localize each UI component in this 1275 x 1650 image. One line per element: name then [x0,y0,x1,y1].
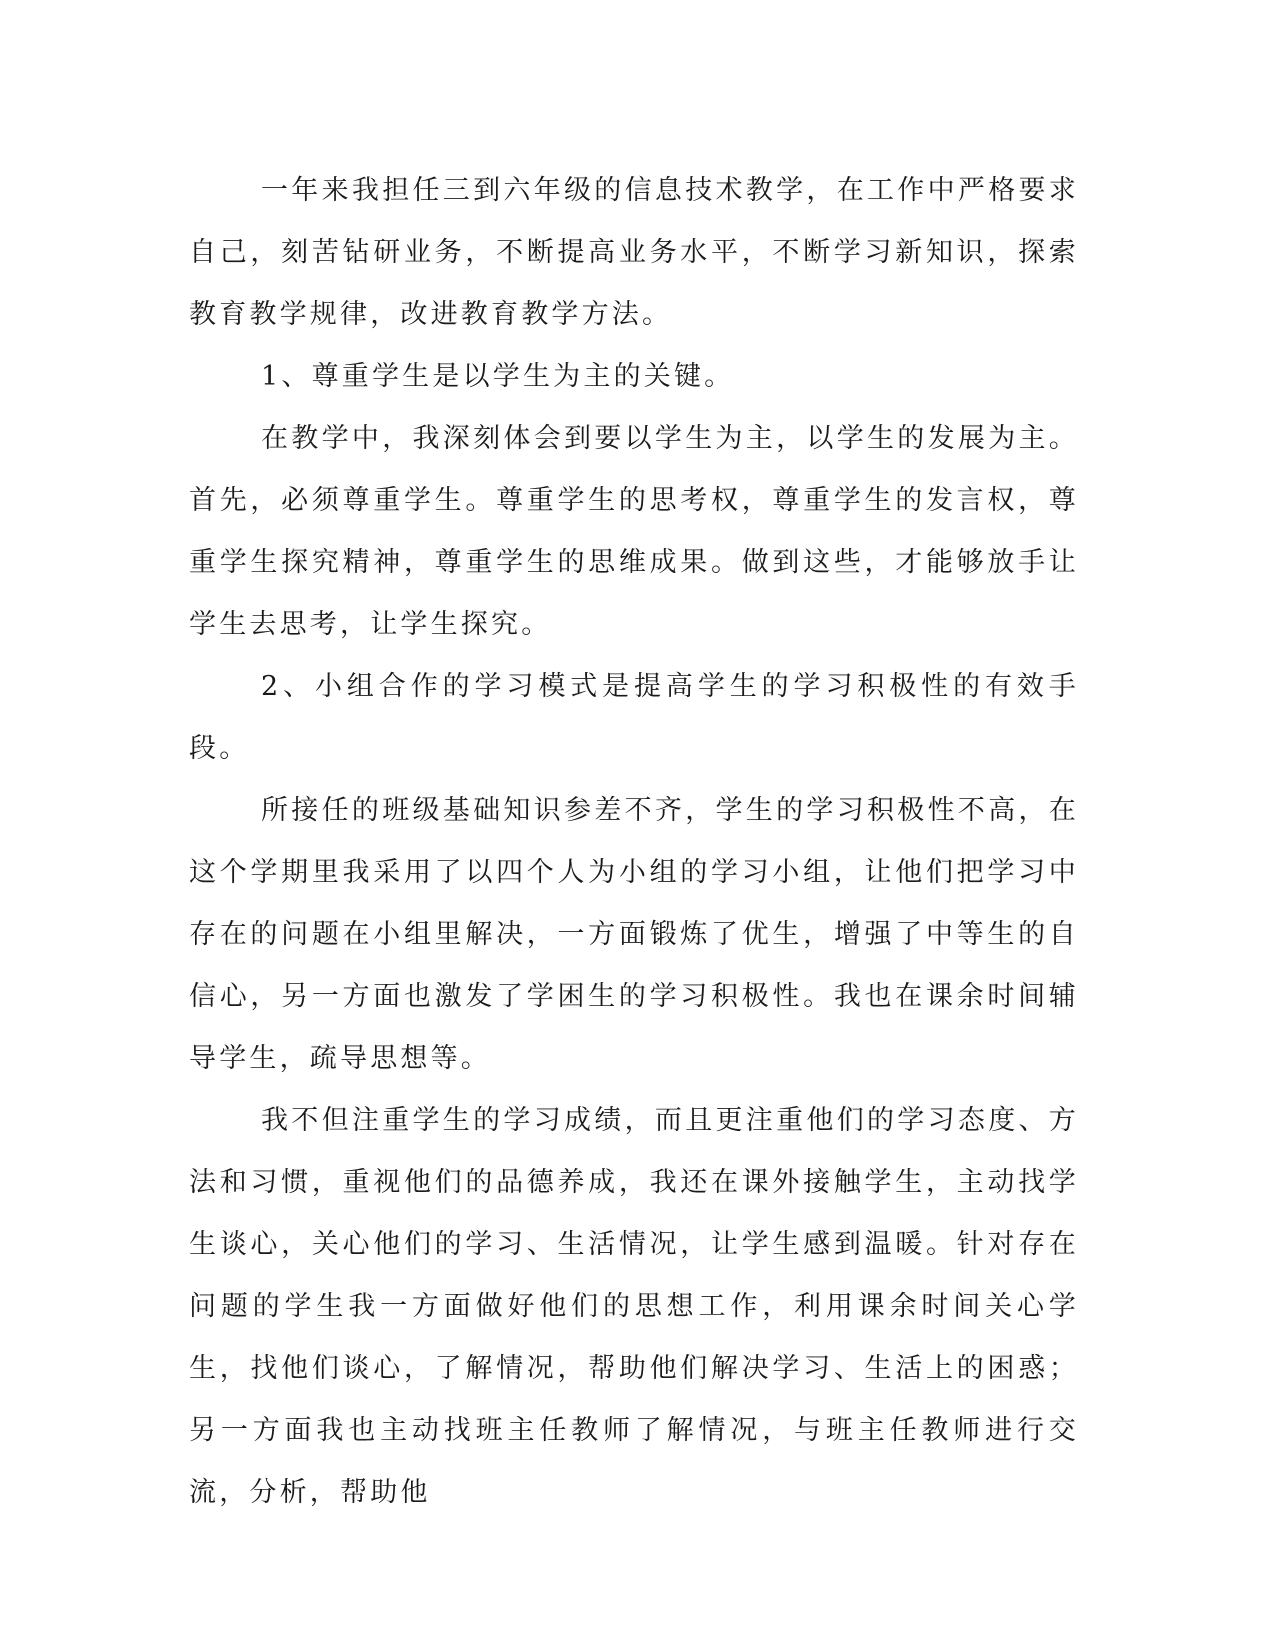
paragraph-group-learning: 所接任的班级基础知识参差不齐，学生的学习积极性不高，在这个学期里我采用了以四个人为小组的学习小组，让他们把学习中存在的问题在小组里解决，一方面锻炼了优生，增强了中等生的自信心，另一方面也激发了学困生的学习积极性。我也在课余时间辅导学生，疏导思想等。 [189,795,1079,1074]
section-heading-1: 1、尊重学生是以学生为主的关键。 [261,361,735,392]
document-body [189,160,1079,1524]
section-heading-2: 2、小组合作的学习模式是提高学生的学习积极性的有效手段。 [189,671,1079,764]
paragraph-intro: 一年来我担任三到六年级的信息技术教学，在工作中严格要求自己，刻苦钻研业务，不断提高业务水平，不断学习新知识，探索教育教学规律，改进教育教学方法。 [189,175,1079,330]
paragraph-respect-students: 在教学中，我深刻体会到要以学生为主，以学生的发展为主。首先，必须尊重学生。尊重学生的思考权，尊重学生的发言权，尊重学生探究精神，尊重学生的思维成果。做到这些，才能够放手让学生去思考，让学生探究。 [189,423,1079,640]
paragraph-student-care: 我不但注重学生的学习成绩，而且更注重他们的学习态度、方法和习惯，重视他们的品德养成，我还在课外接触学生，主动找学生谈心，关心他们的学习、生活情况，让学生感到温暖。针对存在问题的学生我一方面做好他们的思想工作，利用课余时间关心学生，找他们谈心，了解情况，帮助他们解决学习、生活上的困惑；另一方面我也主动找班主任教师了解情况，与班主任教师进行交流，分析，帮助他 [189,1105,1079,1508]
